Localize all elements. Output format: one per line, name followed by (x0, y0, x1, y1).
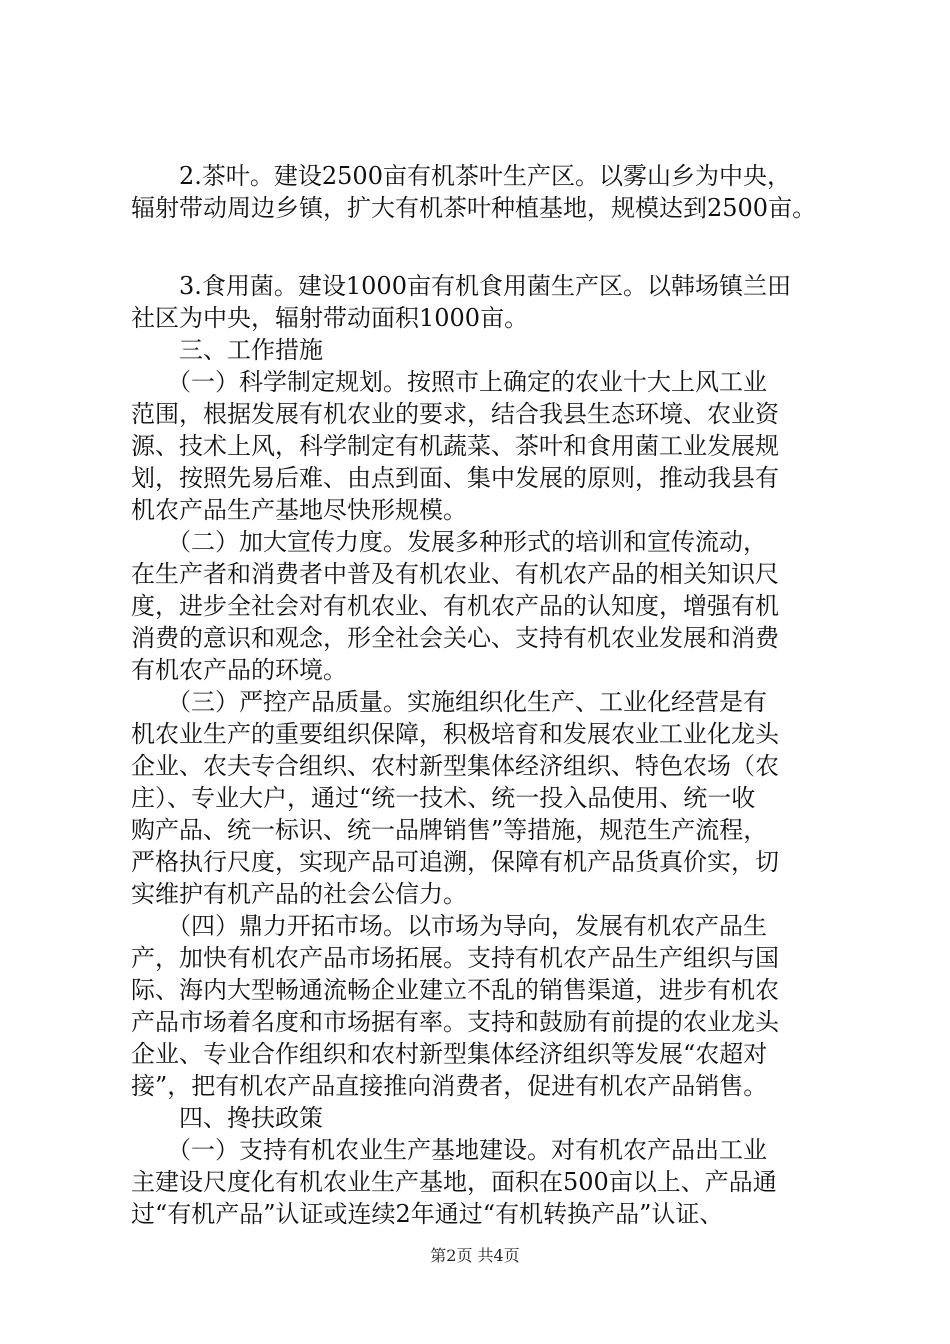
text-line: 四、搀扶政策 (131, 1104, 323, 1132)
text-line: 际、海内大型畅通流畅企业建立不乱的销售渠道，进步有机农 (131, 976, 779, 1004)
text-line: 范围，根据发展有机农业的要求，结合我县生态环境、农业资 (131, 400, 779, 428)
text-line: （三）严控产品质量。实施组织化生产、工业化经营是有 (131, 688, 767, 716)
text-line: （一）科学制定规划。按照市上确定的农业十大上风工业 (131, 368, 767, 396)
text-line: 企业、农夫专合组织、农村新型集体经济组织、特色农场（农 (131, 752, 779, 780)
text-line: 度，进步全社会对有机农业、有机农产品的认知度，增强有机 (131, 592, 779, 620)
text-line: 有机农产品的环境。 (131, 656, 347, 684)
text-line: 在生产者和消费者中普及有机农业、有机农产品的相关知识尺 (131, 560, 779, 588)
text-line: 社区为中央，辐射带动面积1000亩。 (131, 304, 529, 332)
text-line: 实维护有机产品的社会公信力。 (131, 880, 467, 908)
text-line: 产，加快有机农产品市场拓展。支持有机农产品生产组织与国 (131, 944, 779, 972)
text-line: 划，按照先易后难、由点到面、集中发展的原则，推动我县有 (131, 464, 779, 492)
text-line: （一）支持有机农业生产基地建设。对有机农产品出工业 (131, 1136, 767, 1164)
text-line: 三、工作措施 (131, 336, 323, 364)
text-line: 辐射带动周边乡镇，扩大有机茶叶种植基地，规模达到2500亩。 (131, 194, 817, 222)
text-line: 庄）、专业大户，通过“统一技术、统一投入品使用、统一收 (131, 784, 756, 812)
text-line: 接”，把有机农产品直接推向消费者，促进有机农产品销售。 (131, 1072, 768, 1100)
text-line: 过“有机产品”认证或连续2年通过“有机转换产品”认证、 (131, 1200, 724, 1228)
text-line: 机农产品生产基地尽快形规模。 (131, 496, 467, 524)
text-line: 企业、专业合作组织和农村新型集体经济组织等发展“农超对 (131, 1040, 768, 1068)
text-line: 严格执行尺度，实现产品可追溯，保障有机产品货真价实，切 (131, 848, 779, 876)
page-footer: 第2页 共4页 (430, 1246, 520, 1265)
text-line: 3.食用菌。建设1000亩有机食用菌生产区。以韩场镇兰田 (131, 272, 791, 300)
text-line: 机农业生产的重要组织保障，积极培育和发展农业工业化龙头 (131, 720, 779, 748)
text-line: 2.茶叶。建设2500亩有机茶叶生产区。以雾山乡为中央， (131, 162, 791, 190)
paragraph-tea (131, 160, 831, 224)
text-line: 购产品、统一标识、统一品牌销售”等措施，规范生产流程， (131, 816, 768, 844)
text-line: 源、技术上风，科学制定有机蔬菜、茶叶和食用菌工业发展规 (131, 432, 779, 460)
text-line: （二）加大宣传力度。发展多种形式的培训和宣传流动， (131, 528, 767, 556)
document-body (131, 270, 831, 1230)
text-line: 消费的意识和观念，形全社会关心、支持有机农业发展和消费 (131, 624, 779, 652)
text-line: 主建设尺度化有机农业生产基地，面积在500亩以上、产品通 (131, 1168, 777, 1196)
text-line: （四）鼎力开拓市场。以市场为导向，发展有机农产品生 (131, 912, 767, 940)
text-line: 产品市场着名度和市场据有率。支持和鼓励有前提的农业龙头 (131, 1008, 779, 1036)
